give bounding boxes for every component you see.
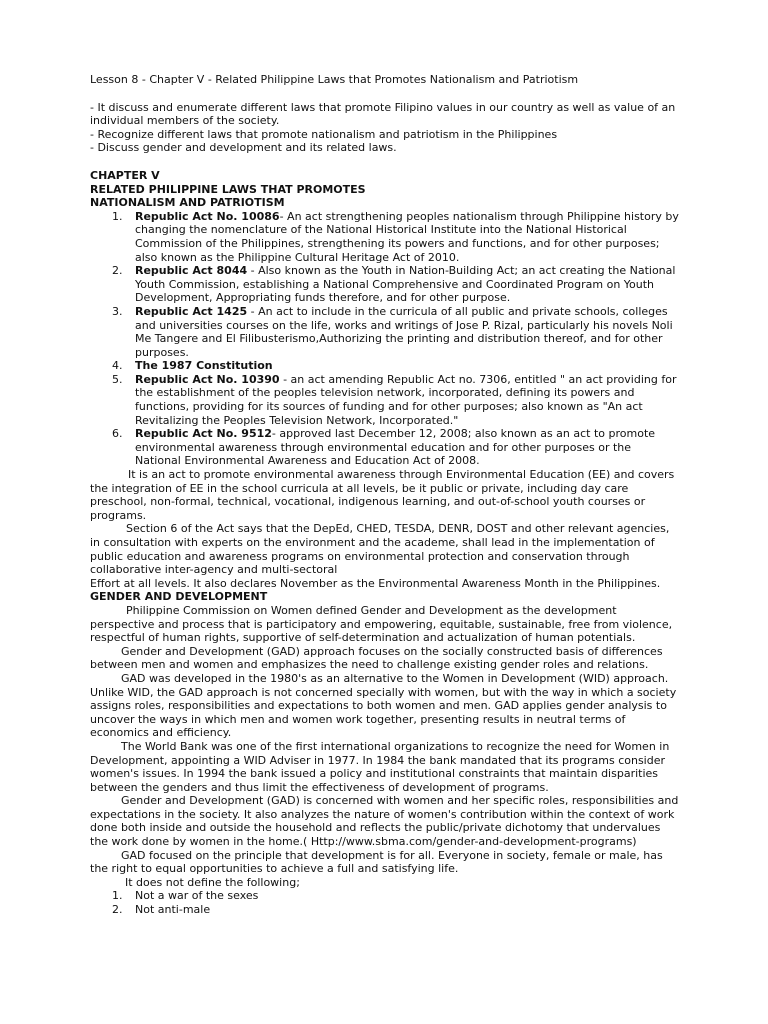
law-number: 5. [112,372,123,386]
objective-item: - It discuss and enumerate different laws that promote Filipino values in our country as well as value of an individual members of the society. [90,100,676,128]
law-description: - Also known as the Youth in Nation-Building Act; an act creating the National Youth Commission, establishing a National Comprehensive and Coordinated Program on Youth Development, Appropriating funds therefore, and for other purpose. [135,264,676,305]
gad-paragraph: Philippine Commission on Women defined Gender and Development as the development perspective and process that is participatory and empowering, equitable, sustainable, free from violence, respectful of human rights, supportive of self-determination and actualization of human potentials. [90,603,673,645]
not-define-text: Not anti-male [135,903,211,917]
chapter-title-line-2: NATIONALISM AND PATRIOTISM [90,196,285,210]
not-define-number: 2. [112,903,123,917]
chapter-label: CHAPTER V [90,168,160,182]
objective-item: - Discuss gender and development and its related laws. [90,141,397,155]
law-description: - An act to include in the curricula of all public and private schools, colleges and universities courses on the life, works and writings of Jose P. Rizal, particularly his novels Noli Me Tangere and El Filibusterismo,Authorizing the printing and distribution thereof, and for other purposes. [135,304,673,359]
not-define-number: 1. [112,889,123,903]
law-description: - An act strengthening peoples nationalism through Philippine history by changing the nomenclature of the National Historical Institute into the National Historical Commission of the Philippines, strengthening its powers and functions, and for other purposes; also known as the Philippine Cultural Heritage Act of 2010. [135,209,679,264]
gad-heading: GENDER AND DEVELOPMENT [90,590,268,604]
law-item [90,359,680,373]
laws-list [90,210,680,468]
not-define-item [90,889,680,903]
law-item [90,373,680,427]
law-item [90,427,680,468]
gad-paragraph: GAD was developed in the 1980's as an alternative to the Women in Development (WID) approach. Unlike WID, the GAD approach is not concerned specially with women, but with the way in which a society assigns roles, responsibilities and expectations to both women and men. GAD applies gender analysis to uncover the ways in which men and women work together, presenting results in neutral terms of economics and efficiency. [90,671,677,740]
law-description: - an act amending Republic Act no. 7306, entitled " an act providing for the establishment of the peoples television network, incorporated, defining its powers and functions, providing for its sources of funding and for other purposes; also known as "An act Revitalizing the Peoples Television Network, Incorporated." [135,372,677,427]
law-number: 2. [112,264,123,278]
law-number: 4. [112,359,123,373]
objectives-list [90,101,680,155]
law-number: 3. [112,304,123,318]
law-number: 6. [112,427,123,441]
law-name: The 1987 Constitution [135,359,273,373]
law-item [90,264,680,305]
not-define-item [90,903,680,917]
law-item [90,305,680,359]
law-item [90,210,680,264]
document-title: Lesson 8 - Chapter V - Related Philippine Laws that Promotes Nationalism and Patriotism [90,73,579,86]
ra9512-paragraph: It is an act to promote environmental awareness through Environmental Education (EE) and covers the integration of EE in the school curricula at all levels, be it public or private, including day care preschool, non-formal, technical, vocational, indigenous learning, and out-of-school youth courses or programs. [90,468,675,522]
not-define-text: Not a war of the sexes [135,889,259,903]
gad-paragraph: GAD focused on the principle that development is for all. Everyone in society, female or male, has the right to equal opportunities to achieve a full and satisfying life. [90,848,663,876]
ra9512-paragraph: Effort at all levels. It also declares November as the Environmental Awareness Month in the Philippines. [90,576,661,590]
law-name: Republic Act 8044 [135,264,248,278]
law-name: Republic Act No. 10390 [135,372,280,386]
chapter-title-line-1: RELATED PHILIPPINE LAWS THAT PROMOTES [90,182,366,196]
ra9512-paragraph: Section 6 of the Act says that the DepEd, CHED, TESDA, DENR, DOST and other relevant agencies, in consultation with experts on the environment and the academe, shall lead in the implementation of public education and awareness programs on environmental protection and conservation through collaborative inter-agency and multi-sectoral [90,522,670,577]
law-description: - approved last December 12, 2008; also known as an act to promote environmental awareness through environmental education and for other purposes or the National Environmental Awareness and Education Act of 2008. [135,427,656,468]
law-name: Republic Act No. 10086 [135,209,280,223]
law-name: Republic Act 1425 [135,304,248,318]
law-name: Republic Act No. 9512 [135,427,272,441]
gad-paragraph: The World Bank was one of the first international organizations to recognize the need for Women in Development, appointing a WID Adviser in 1977. In 1984 the bank mandated that its programs consider women's issues. In 1994 the bank issued a policy and institutional constraints that maintain disparities between the genders and thus limit the effectiveness of development of programs. [90,739,670,794]
gad-paragraph: Gender and Development (GAD) is concerned with women and her specific roles, responsibilities and expectations in the society. It also analyzes the nature of women's contribution within the context of work done both inside and outside the household and reflects the public/private dichotomy that undervalues the work done by women in the home.( Http://www.sbma.com/gender-and-development-programs) [90,794,679,849]
document-page [90,73,680,917]
objective-item: - Recognize different laws that promote nationalism and patriotism in the Philippines [90,127,558,141]
law-number: 1. [112,209,123,223]
gad-paragraph: Gender and Development (GAD) approach focuses on the socially constructed basis of differences between men and women and emphasizes the need to challenge existing gender roles and relations. [90,644,663,672]
not-define-intro: It does not define the following; [125,875,300,889]
